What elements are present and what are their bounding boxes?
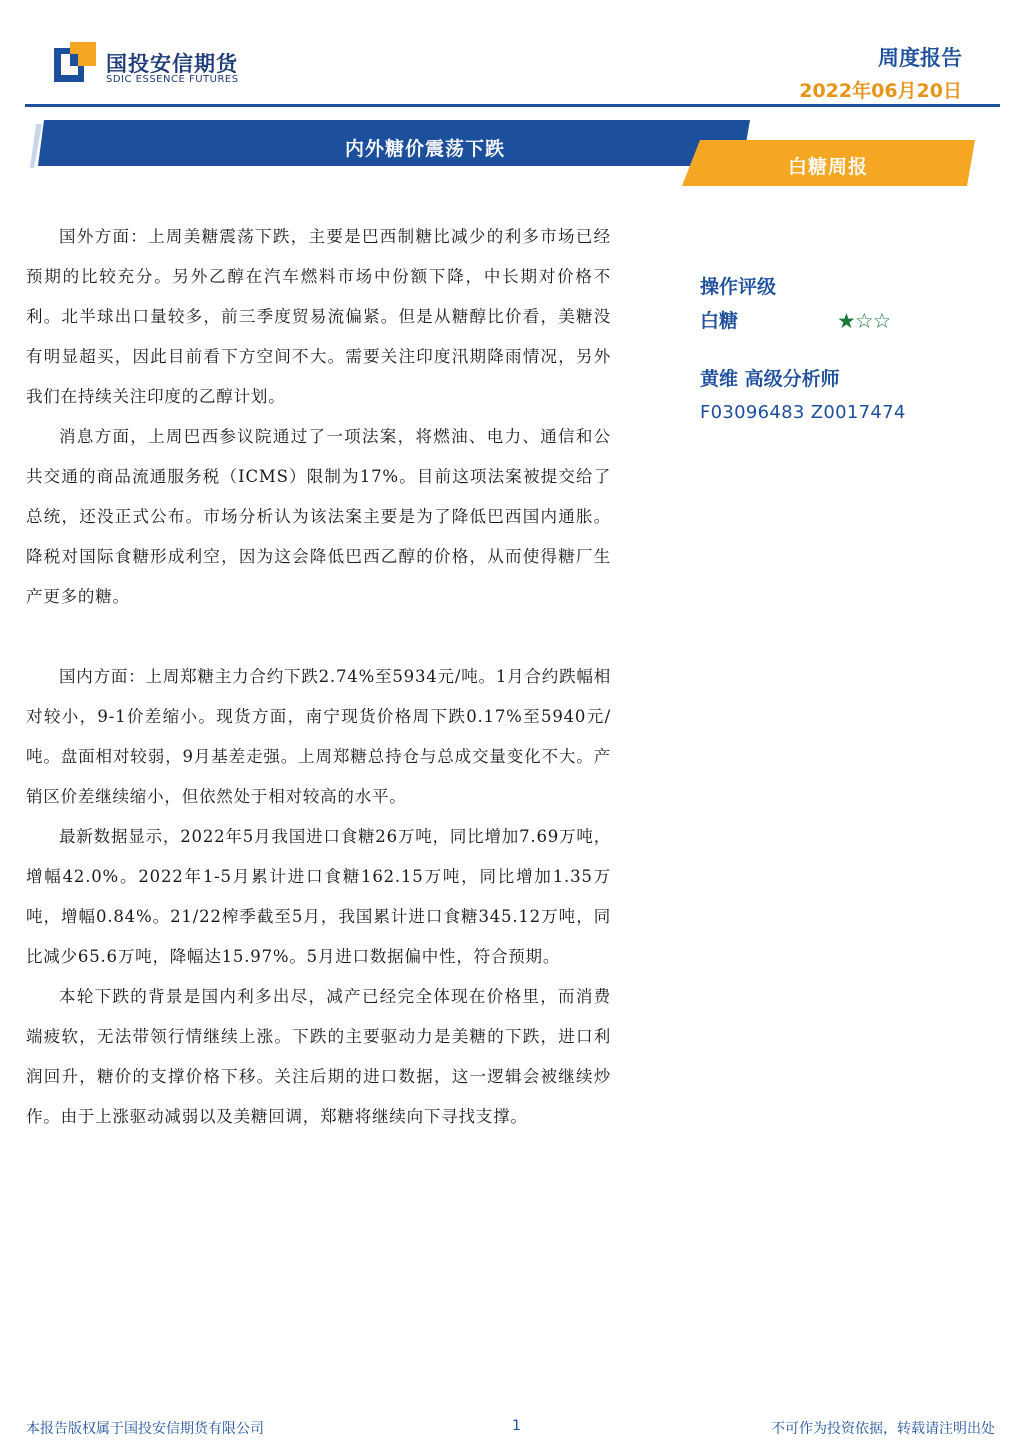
analyst-name: 黄维 高级分析师 [700, 368, 840, 390]
logo-text-en: SDIC ESSENCE FUTURES [106, 74, 239, 85]
rating-label: 操作评级 [700, 276, 777, 298]
paragraph-overseas: 国外方面：上周美糖震荡下跌，主要是巴西制糖比减少的利多市场已经预期的比较充分。另外乙醇在汽车燃料市场中份额下降，中长期对价格不利。北半球出口量较多，前三季度贸易流偏紧。但是从糖醇比价看，美糖没有明显超买，因此目前看下方空间不大。需要关注印度汛期降雨情况，另外我们在持续关注印度的乙醇计划。 [26, 227, 611, 406]
rating-stars-icon: ★☆☆ [837, 309, 891, 333]
header-divider [25, 104, 1000, 107]
paragraph-domestic: 国内方面：上周郑糖主力合约下跌2.74%至5934元/吨。1月合约跌幅相对较小，9-1价差缩小。现货方面，南宁现货价格周下跌0.17%至5940元/吨。盘面相对较弱，9月基差走强。上周郑糖总持仓与总成交量变化不大。产销区价差继续缩小，但依然处于相对较高的水平。 [26, 667, 611, 806]
report-title: 内外糖价震荡下跌 [344, 138, 505, 160]
footer-copyright: 本报告版权属于国投安信期货有限公司 [26, 1421, 264, 1437]
sidebar [700, 270, 960, 430]
commodity-name: 白糖 [700, 310, 739, 332]
paragraph-import-data: 最新数据显示，2022年5月我国进口食糖26万吨，同比增加7.69万吨，增幅42.0%。2022年1-5月累计进口食糖162.15万吨，同比增加1.35万吨，增幅0.84%。21/22榨季截至5月，我国累计进口食糖345.12万吨，同比减少65.6万吨，降幅达15.97%。5月进口数据偏中性，符合预期。 [26, 827, 611, 966]
page-number: 1 [512, 1418, 521, 1434]
logo-mark-icon [54, 42, 98, 86]
company-logo [54, 40, 294, 90]
logo-text-cn: 国投安信期货 [106, 52, 238, 76]
rating-row [700, 304, 960, 338]
paragraph-news: 消息方面，上周巴西参议院通过了一项法案，将燃油、电力、通信和公共交通的商品流通服务税（ICMS）限制为17%。目前这项法案被提交给了总统，还没正式公布。市场分析认为该法案主要是为了降低巴西国内通胀。降税对国际食糖形成利空，因为这会降低巴西乙醇的价格，从而使得糖厂生产更多的糖。 [26, 427, 611, 606]
analyst-cert-ids: F03096483 Z0017474 [700, 402, 906, 423]
report-body [26, 217, 611, 1137]
title-banner [30, 118, 980, 190]
report-date: 2022年06月20日 [799, 80, 962, 102]
report-type: 周度报告 [878, 46, 962, 70]
footer-disclaimer: 不可作为投资依据，转载请注明出处 [771, 1421, 995, 1437]
paragraph-outlook: 本轮下跌的背景是国内利多出尽，减产已经完全体现在价格里，而消费端疲软，无法带领行情继续上涨。下跌的主要驱动力是美糖的下跌，进口利润回升，糖价的支撑价格下移。关注后期的进口数据，这一逻辑会被继续炒作。由于上涨驱动减弱以及美糖回调，郑糖将继续向下寻找支撑。 [26, 987, 611, 1126]
report-category-tag: 白糖周报 [787, 156, 868, 178]
